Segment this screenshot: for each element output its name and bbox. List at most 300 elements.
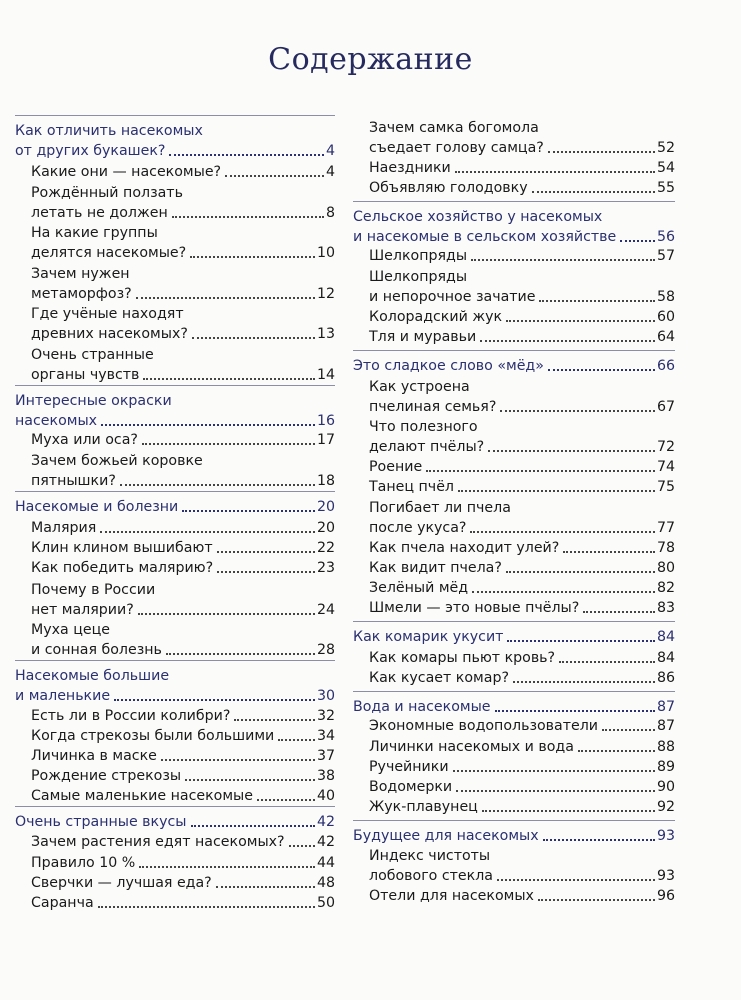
toc-entry-title-line: Шмели — это новые пчёлы?	[369, 600, 580, 616]
toc-entry-leader-line	[31, 518, 335, 538]
toc-entry-title-line: Интересные окраски	[15, 393, 172, 409]
dot-leader	[190, 256, 315, 258]
toc-section[interactable]	[353, 356, 675, 376]
toc-entry-leader-line	[369, 397, 675, 417]
dot-leader	[563, 551, 655, 553]
toc-entry-title-line: Наездники	[369, 160, 451, 176]
toc-entry-leader-line	[369, 757, 675, 777]
toc-entry[interactable]	[353, 267, 675, 307]
toc-entry-leader-line	[31, 538, 335, 558]
page-number: 78	[656, 540, 675, 556]
toc-entry[interactable]	[353, 757, 675, 777]
dot-leader	[506, 571, 655, 573]
toc-entry-title-line: Как устроена	[369, 379, 470, 395]
page-number: 54	[656, 160, 675, 176]
toc-entry-title-line: Как отличить насекомых	[15, 123, 203, 139]
toc-entry-title-line: делятся насекомые?	[31, 245, 187, 261]
toc-entry-title-line: съедает голову самца?	[369, 140, 544, 156]
page-number: 89	[656, 759, 675, 775]
page-number: 52	[656, 140, 675, 156]
toc-entry-title-line: лобового стекла	[369, 868, 493, 884]
dot-leader	[488, 450, 655, 452]
toc-entry-title-line: Рождение стрекозы	[31, 768, 182, 784]
section-divider	[15, 115, 335, 116]
page-number: 86	[656, 670, 675, 686]
page-number: 44	[316, 855, 335, 871]
toc-entry-title-line: Погибает ли пчела	[369, 500, 511, 516]
page-number: 42	[316, 814, 335, 830]
page-number: 40	[316, 788, 335, 804]
dot-leader	[602, 729, 655, 731]
toc-entry-leader-line	[369, 737, 675, 757]
toc-entry-title-line: Это сладкое слово «мёд»	[353, 358, 544, 374]
dot-leader	[101, 424, 315, 426]
toc-entry-leader-line	[15, 411, 335, 431]
page-number: 57	[656, 248, 675, 264]
toc-entry-leader-line	[31, 640, 335, 660]
toc-entry-leader-line	[31, 324, 335, 344]
toc-entry-leader-line	[369, 668, 675, 688]
toc-entry[interactable]	[15, 726, 335, 746]
toc-entry[interactable]	[353, 377, 675, 417]
dot-leader	[497, 879, 655, 881]
section-divider	[353, 621, 675, 622]
page-number: 8	[325, 205, 335, 221]
dot-leader	[217, 571, 315, 573]
toc-entry-leader-line	[353, 627, 675, 647]
toc-entry-title-line: Где учёные находят	[31, 306, 184, 322]
toc-entry-title-line: Экономные водопользователи	[369, 718, 599, 734]
toc-entry-title-line: Очень странные вкусы	[15, 814, 187, 830]
toc-entry[interactable]	[353, 158, 675, 178]
toc-entry[interactable]	[353, 846, 675, 886]
toc-entry-title-line: Как победить малярию?	[31, 560, 214, 576]
dot-leader	[216, 886, 315, 888]
toc-entry-title-line: древних насекомых?	[31, 326, 188, 342]
page-number: 93	[656, 868, 675, 884]
toc-entry[interactable]	[353, 457, 675, 477]
toc-entry[interactable]	[353, 327, 675, 347]
page-number: 90	[656, 779, 675, 795]
toc-entry-title-line: Танец пчёл	[369, 479, 454, 495]
toc-entry-leader-line	[31, 873, 335, 893]
toc-entry-title-line: Шелкопряды	[369, 248, 468, 264]
dot-leader	[185, 779, 315, 781]
toc-entry-title-line: Насекомые большие	[15, 668, 170, 684]
toc-entry-leader-line	[15, 141, 335, 161]
toc-section[interactable]	[15, 497, 335, 517]
toc-entry[interactable]	[15, 873, 335, 893]
toc-entry[interactable]	[15, 766, 335, 786]
toc-entry-title-line: Зачем растения едят насекомых?	[31, 834, 285, 850]
toc-entry[interactable]	[15, 183, 335, 223]
toc-entry-title-line: органы чувств	[31, 367, 140, 383]
page-number: 24	[316, 602, 335, 618]
page-number: 50	[316, 895, 335, 911]
toc-entry-leader-line	[369, 477, 675, 497]
dot-leader	[620, 240, 655, 242]
toc-entry-title-line: Жук-плавунец	[369, 799, 478, 815]
toc-entry-title-line: Сверчки — лучшая еда?	[31, 875, 212, 891]
dot-leader	[172, 216, 324, 218]
toc-entry-leader-line	[31, 853, 335, 873]
toc-entry-leader-line	[369, 158, 675, 178]
page-number: 13	[316, 326, 335, 342]
toc-entry[interactable]	[15, 304, 335, 344]
toc-entry[interactable]	[15, 162, 335, 182]
toc-entry[interactable]	[353, 737, 675, 757]
toc-entry-leader-line	[31, 600, 335, 620]
toc-entry-leader-line	[369, 307, 675, 327]
toc-entry[interactable]	[353, 716, 675, 736]
toc-entry[interactable]	[353, 417, 675, 457]
toc-entry-leader-line	[353, 697, 675, 717]
dot-leader	[538, 899, 655, 901]
page-number: 60	[656, 309, 675, 325]
toc-entry[interactable]	[15, 620, 335, 660]
toc-entry-leader-line	[31, 726, 335, 746]
dot-leader	[513, 681, 655, 683]
dot-leader	[559, 661, 655, 663]
page-number: 82	[656, 580, 675, 596]
page-number: 72	[656, 439, 675, 455]
toc-entry[interactable]	[353, 886, 675, 906]
page-number: 55	[656, 180, 675, 196]
toc-entry-leader-line	[369, 457, 675, 477]
dot-leader	[98, 906, 315, 908]
toc-entry-leader-line	[15, 686, 335, 706]
dot-leader	[289, 845, 315, 847]
page-number: 88	[656, 739, 675, 755]
dot-leader	[548, 151, 655, 153]
dot-leader	[257, 799, 315, 801]
toc-entry-title-line: Как пчела находит улей?	[369, 540, 560, 556]
toc-section[interactable]	[353, 697, 675, 717]
toc-entry-title-line: летать не должен	[31, 205, 168, 221]
toc-entry[interactable]	[353, 558, 675, 578]
toc-entry-leader-line	[31, 471, 335, 491]
toc-entry-title-line: Саранча	[31, 895, 94, 911]
section-divider	[353, 201, 675, 202]
toc-entry-title-line: Роение	[369, 459, 423, 475]
toc-entry-title-line: насекомых	[15, 413, 98, 429]
toc-entry-leader-line	[15, 812, 335, 832]
toc-entry-title-line: Как видит пчела?	[369, 560, 502, 576]
page-number: 20	[316, 520, 335, 536]
toc-entry-leader-line	[369, 797, 675, 817]
toc-entry[interactable]	[353, 307, 675, 327]
page-number: 4	[325, 143, 335, 159]
toc-entry-title-line: Вода и насекомые	[353, 699, 491, 715]
toc-entry-title-line: Насекомые и болезни	[15, 499, 179, 515]
page-number: 64	[656, 329, 675, 345]
toc-entry[interactable]	[15, 451, 335, 491]
dot-leader	[114, 699, 315, 701]
toc-section[interactable]	[353, 207, 675, 247]
dot-leader	[470, 531, 654, 533]
toc-entry-title-line: Зелёный мёд	[369, 580, 469, 596]
dot-leader	[136, 297, 315, 299]
page-number: 18	[316, 473, 335, 489]
toc-entry-leader-line	[31, 284, 335, 304]
toc-entry-leader-line	[369, 777, 675, 797]
toc-entry-title-line: Личинка в маске	[31, 748, 157, 764]
toc-entry-title-line: Малярия	[31, 520, 97, 536]
toc-entry[interactable]	[353, 538, 675, 558]
toc-entry-leader-line	[369, 886, 675, 906]
toc-entry-title-line: и сонная болезнь	[31, 642, 162, 658]
page-number: 12	[316, 286, 335, 302]
page-number: 58	[656, 289, 675, 305]
section-divider	[15, 385, 335, 386]
toc-entry-title-line: пятнышки?	[31, 473, 116, 489]
toc-entry[interactable]	[353, 477, 675, 497]
toc-entry-title-line: Клин клином вышибают	[31, 540, 213, 556]
page-title: Содержание	[268, 42, 473, 77]
toc-entry[interactable]	[15, 223, 335, 263]
page-number: 48	[316, 875, 335, 891]
page-number: 92	[656, 799, 675, 815]
page-number: 14	[316, 367, 335, 383]
toc-entry[interactable]	[15, 518, 335, 538]
page-number: 56	[656, 229, 675, 245]
toc-section[interactable]	[353, 627, 675, 647]
toc-entry-title-line: и маленькие	[15, 688, 111, 704]
toc-entry-title-line: Объявляю голодовку	[369, 180, 528, 196]
toc-entry-title-line: Муха цеце	[31, 622, 111, 638]
page-number: 87	[656, 718, 675, 734]
toc-entry-leader-line	[31, 430, 335, 450]
page-number: 37	[316, 748, 335, 764]
toc-entry[interactable]	[15, 345, 335, 385]
toc-entry-leader-line	[369, 598, 675, 618]
toc-entry-leader-line	[369, 538, 675, 558]
page-number: 67	[656, 399, 675, 415]
toc-section[interactable]	[15, 666, 335, 706]
page-number: 84	[656, 650, 675, 666]
toc-entry-title-line: нет малярии?	[31, 602, 134, 618]
page-number: 83	[656, 600, 675, 616]
toc-entry-title-line: Зачем нужен	[31, 266, 130, 282]
dot-leader	[507, 640, 654, 642]
toc-entry-title-line: Зачем божьей коровке	[31, 453, 203, 469]
dot-leader	[456, 790, 655, 792]
toc-entry[interactable]	[353, 578, 675, 598]
toc-entry-leader-line	[31, 786, 335, 806]
toc-entry-title-line: делают пчёлы?	[369, 439, 485, 455]
dot-leader	[482, 810, 655, 812]
dot-leader	[480, 340, 655, 342]
section-divider	[15, 660, 335, 661]
toc-entry-title-line: после укуса?	[369, 520, 467, 536]
dot-leader	[506, 320, 655, 322]
page-number: 38	[316, 768, 335, 784]
toc-entry[interactable]	[353, 178, 675, 198]
toc-entry-title-line: и насекомые в сельском хозяйстве	[353, 229, 617, 245]
toc-entry[interactable]	[15, 832, 335, 852]
page-number: 96	[656, 888, 675, 904]
toc-entry-leader-line	[369, 518, 675, 538]
dot-leader	[166, 653, 315, 655]
page-number: 93	[656, 828, 675, 844]
toc-entry-title-line: На какие группы	[31, 225, 158, 241]
page-number: 84	[656, 629, 675, 645]
dot-leader	[278, 739, 315, 741]
dot-leader	[143, 378, 315, 380]
toc-entry[interactable]	[353, 777, 675, 797]
toc-entry[interactable]	[353, 668, 675, 688]
toc-entry-title-line: Почему в России	[31, 582, 156, 598]
toc-entry-leader-line	[31, 832, 335, 852]
toc-section[interactable]	[15, 391, 335, 431]
dot-leader	[453, 770, 655, 772]
dot-leader	[500, 410, 655, 412]
toc-entry-title-line: Шелкопряды	[369, 269, 468, 285]
page-number: 4	[325, 164, 335, 180]
page-number: 74	[656, 459, 675, 475]
page-number: 80	[656, 560, 675, 576]
page-number: 17	[316, 432, 335, 448]
page-number: 66	[656, 358, 675, 374]
toc-entry[interactable]	[353, 246, 675, 266]
toc-entry[interactable]	[15, 706, 335, 726]
page-number: 42	[316, 834, 335, 850]
toc-entry-leader-line	[353, 356, 675, 376]
toc-entry[interactable]	[353, 598, 675, 618]
dot-leader	[139, 866, 315, 868]
toc-entry[interactable]	[15, 430, 335, 450]
toc-entry-leader-line	[31, 203, 335, 223]
dot-leader	[138, 613, 315, 615]
toc-entry-title-line: Очень странные	[31, 347, 154, 363]
toc-entry[interactable]	[353, 797, 675, 817]
dot-leader	[234, 719, 315, 721]
page-number: 10	[316, 245, 335, 261]
toc-entry-title-line: Будущее для насекомых	[353, 828, 539, 844]
dot-leader	[182, 510, 315, 512]
dot-leader	[495, 710, 655, 712]
toc-entry-title-line: от других букашек?	[15, 143, 166, 159]
toc-entry-title-line: Водомерки	[369, 779, 453, 795]
dot-leader	[578, 750, 655, 752]
toc-entry-leader-line	[369, 437, 675, 457]
toc-entry-title-line: метаморфоз?	[31, 286, 132, 302]
dot-leader	[225, 175, 324, 177]
toc-entry-leader-line	[31, 746, 335, 766]
toc-entry[interactable]	[15, 580, 335, 620]
toc-entry-leader-line	[31, 766, 335, 786]
toc-entry-leader-line	[369, 578, 675, 598]
toc-entry-title-line: Индекс чистоты	[369, 848, 491, 864]
toc-entry[interactable]	[15, 558, 335, 578]
toc-entry-leader-line	[353, 227, 675, 247]
toc-entry-title-line: Как комары пьют кровь?	[369, 650, 556, 666]
section-divider	[353, 691, 675, 692]
toc-entry-title-line: Колорадский жук	[369, 309, 503, 325]
section-divider	[353, 820, 675, 821]
dot-leader	[543, 839, 655, 841]
toc-entry-leader-line	[369, 648, 675, 668]
dot-leader	[120, 484, 315, 486]
toc-entry-title-line: Самые маленькие насекомые	[31, 788, 253, 804]
section-divider	[15, 806, 335, 807]
toc-entry[interactable]	[353, 648, 675, 668]
toc-entry-leader-line	[369, 246, 675, 266]
dot-leader	[217, 551, 315, 553]
dot-leader	[532, 191, 655, 193]
toc-entry-leader-line	[369, 178, 675, 198]
toc-entry-title-line: Правило 10 %	[31, 855, 136, 871]
page-number: 22	[316, 540, 335, 556]
section-divider	[15, 491, 335, 492]
toc-entry-leader-line	[31, 558, 335, 578]
page-number: 34	[316, 728, 335, 744]
toc-entry[interactable]	[15, 786, 335, 806]
toc-entry-title-line: Отели для насекомых	[369, 888, 534, 904]
dot-leader	[458, 490, 655, 492]
toc-entry[interactable]	[15, 264, 335, 304]
toc-entry[interactable]	[353, 498, 675, 538]
toc-section[interactable]	[15, 812, 335, 832]
toc-section[interactable]	[353, 826, 675, 846]
toc-entry[interactable]	[15, 853, 335, 873]
toc-entry-leader-line	[369, 327, 675, 347]
toc-entry[interactable]	[15, 746, 335, 766]
toc-entry-leader-line	[369, 287, 675, 307]
toc-section[interactable]	[15, 121, 335, 161]
toc-entry[interactable]	[15, 538, 335, 558]
toc-entry-title-line: Что полезного	[369, 419, 478, 435]
dot-leader	[583, 611, 655, 613]
toc-entry-leader-line	[31, 243, 335, 263]
dot-leader	[142, 443, 315, 445]
dot-leader	[192, 337, 315, 339]
toc-entry-title-line: Как комарик укусит	[353, 629, 504, 645]
toc-entry-leader-line	[369, 866, 675, 886]
toc-entry-title-line: Рождённый ползать	[31, 185, 183, 201]
toc-entry[interactable]	[353, 118, 675, 158]
toc-entry-title-line: Зачем самка богомола	[369, 120, 539, 136]
toc-entry-leader-line	[31, 893, 335, 913]
toc-entry-title-line: Есть ли в России колибри?	[31, 708, 231, 724]
toc-entry-title-line: Сельское хозяйство у насекомых	[353, 209, 603, 225]
section-divider	[353, 350, 675, 351]
page-number: 75	[656, 479, 675, 495]
page-number: 87	[656, 699, 675, 715]
dot-leader	[191, 825, 315, 827]
page-number: 30	[316, 688, 335, 704]
toc-entry-leader-line	[31, 365, 335, 385]
toc-entry-leader-line	[31, 706, 335, 726]
page-number: 28	[316, 642, 335, 658]
dot-leader	[169, 154, 324, 156]
dot-leader	[455, 171, 655, 173]
toc-entry-title-line: Муха или оса?	[31, 432, 138, 448]
toc-entry-leader-line	[369, 558, 675, 578]
dot-leader	[426, 470, 655, 472]
toc-entry-leader-line	[353, 826, 675, 846]
page-number: 23	[316, 560, 335, 576]
toc-entry-title-line: Ручейники	[369, 759, 449, 775]
toc-entry-title-line: пчелиная семья?	[369, 399, 497, 415]
dot-leader	[471, 259, 655, 261]
toc-entry-title-line: Личинки насекомых и вода	[369, 739, 574, 755]
toc-entry[interactable]	[15, 893, 335, 913]
page-number: 77	[656, 520, 675, 536]
toc-entry-leader-line	[31, 162, 335, 182]
page-number: 16	[316, 413, 335, 429]
page-number: 32	[316, 708, 335, 724]
